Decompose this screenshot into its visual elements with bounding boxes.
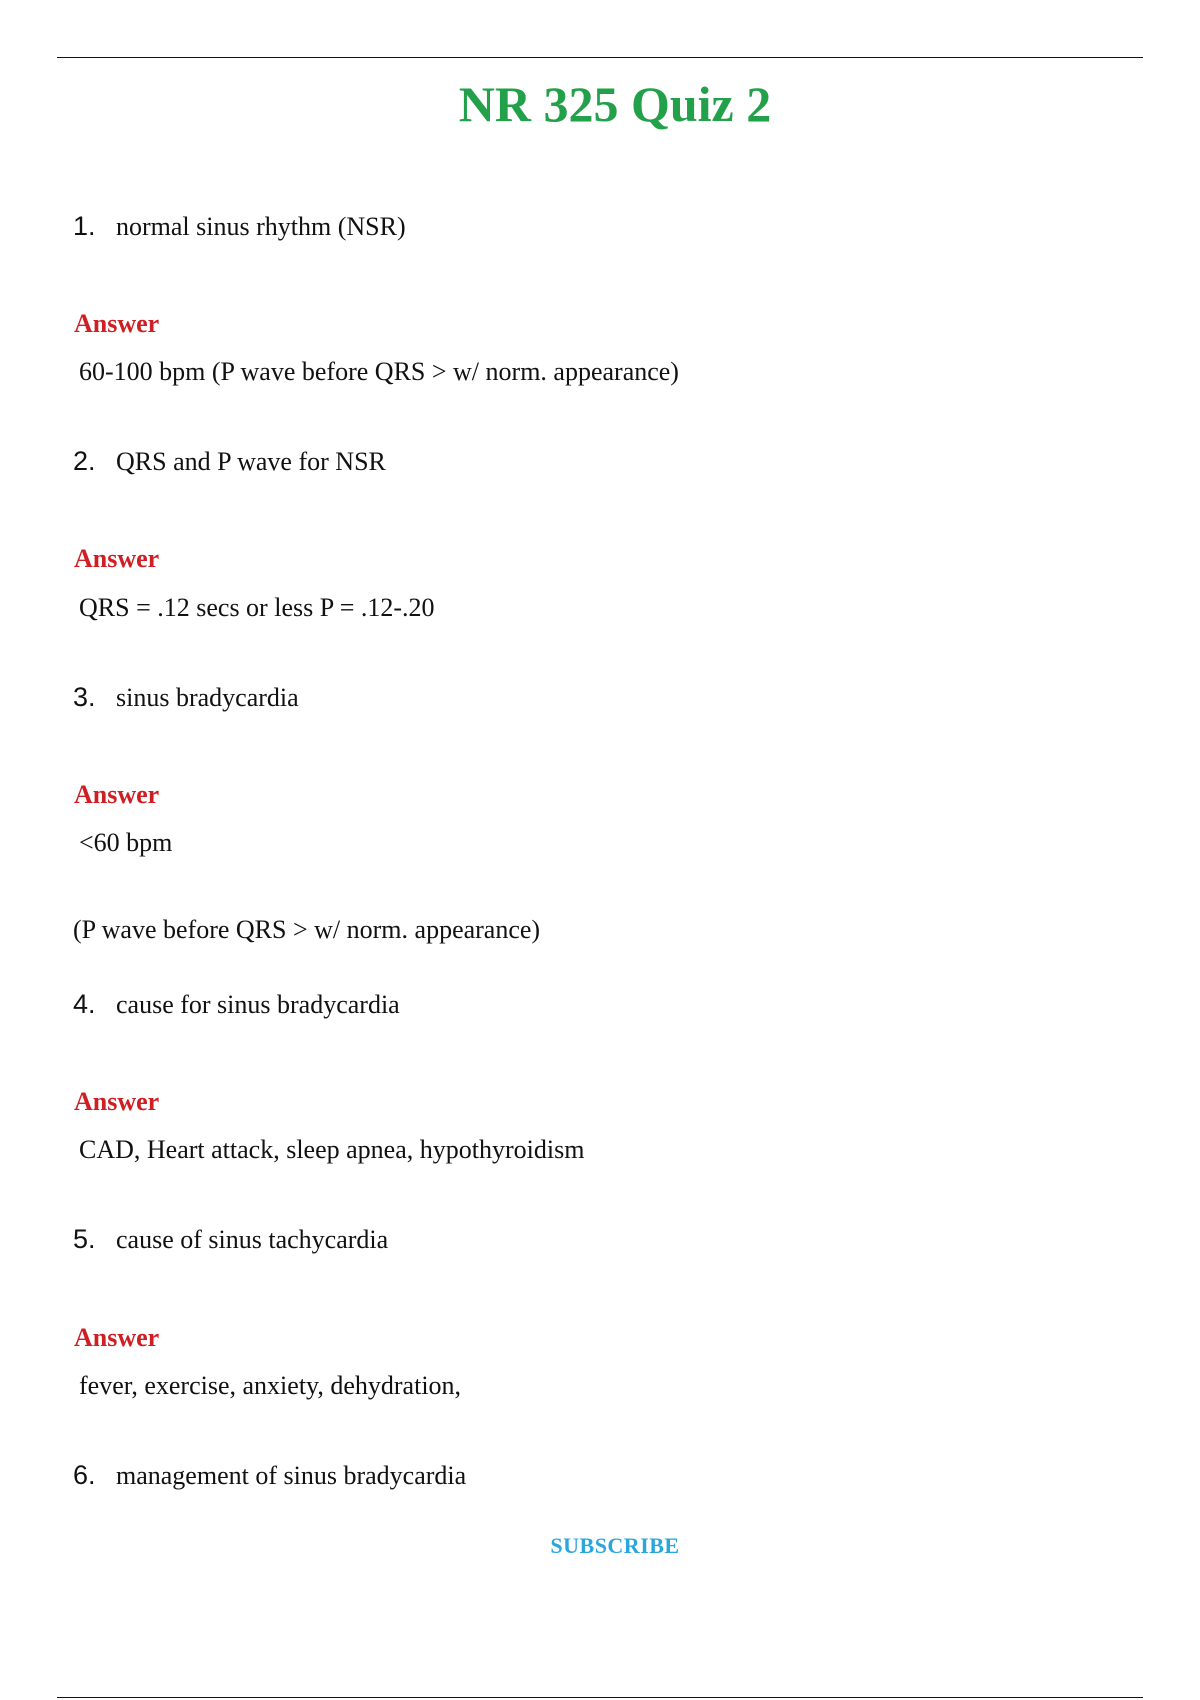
question-text: normal sinus rhythm (NSR) [116,212,406,241]
answer-note: (P wave before QRS > w/ norm. appearance) [73,915,541,944]
answer-text: fever, exercise, anxiety, dehydration, [79,1371,462,1400]
question-number: 3. [73,682,96,712]
question-text: cause of sinus tachycardia [116,1225,389,1254]
question-number: 1. [73,211,96,241]
question-number: 4. [73,989,96,1019]
question-text: sinus bradycardia [116,683,299,712]
answer-text: QRS = .12 secs or less P = .12-.20 [79,593,435,622]
answer-label: Answer [74,544,160,573]
page-title: NR 325 Quiz 2 [458,76,772,132]
answer-text: 60-100 bpm (P wave before QRS > w/ norm. appearance) [79,357,679,386]
answer-label: Answer [74,1087,160,1116]
subscribe-link[interactable]: SUBSCRIBE [550,1533,680,1558]
question-text: cause for sinus bradycardia [116,990,400,1019]
question-text: QRS and P wave for NSR [116,447,386,476]
question-5 [73,1219,388,1259]
bottom-divider [57,1697,1143,1698]
question-4 [73,984,400,1024]
question-6 [73,1455,466,1495]
question-1 [73,206,406,246]
question-3 [73,677,299,717]
answer-text: <60 bpm [79,828,173,857]
answer-text: CAD, Heart attack, sleep apnea, hypothyroidism [79,1135,585,1164]
question-number: 6. [73,1460,96,1490]
question-number: 5. [73,1224,96,1254]
question-number: 2. [73,446,96,476]
top-divider [57,57,1143,58]
answer-label: Answer [74,309,160,338]
answer-label: Answer [74,1323,160,1352]
question-2 [73,441,386,481]
question-text: management of sinus bradycardia [116,1461,467,1490]
answer-label: Answer [74,780,160,809]
